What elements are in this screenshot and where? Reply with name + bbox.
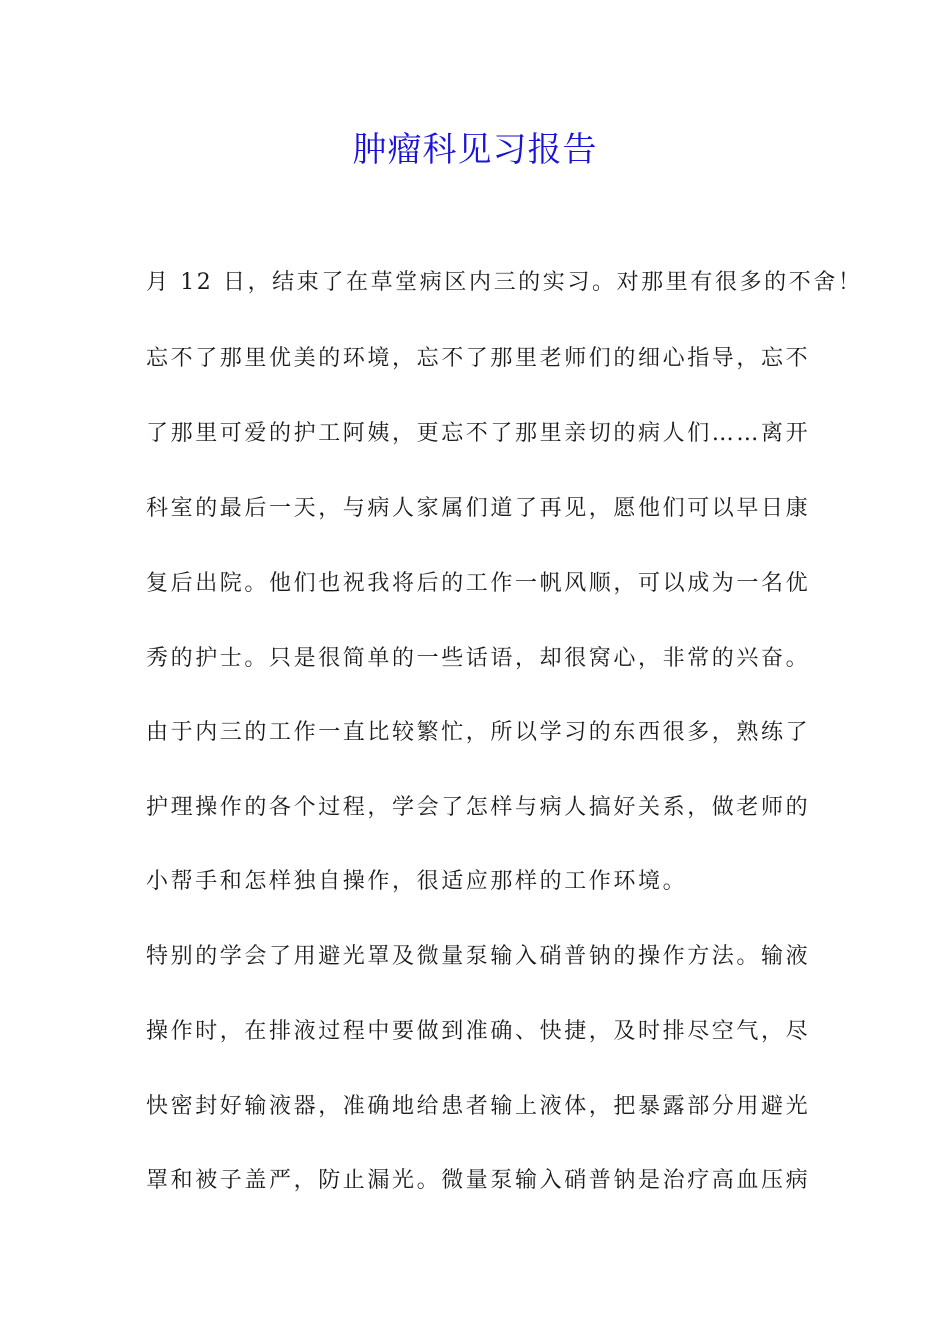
paragraph-line: 月 12 日，结束了在草堂病区内三的实习。对那里有很多的不舍！ <box>146 270 863 295</box>
paragraph-line: 特别的学会了用避光罩及微量泵输入硝普钠的操作方法。输液 <box>146 944 811 969</box>
paragraph-line: 小帮手和怎样独自操作，很适应那样的工作环境。 <box>146 869 688 894</box>
paragraph-line: 快密封好输液器，准确地给患者输上液体，把暴露部分用避光 <box>146 1094 811 1119</box>
paragraph-line: 操作时，在排液过程中要做到准确、快捷，及时排尽空气，尽 <box>146 1019 811 1044</box>
paragraph-line: 秀的护士。只是很简单的一些话语，却很窝心，非常的兴奋。 <box>146 646 811 671</box>
paragraph-line: 了那里可爱的护工阿姨，更忘不了那里亲切的病人们……离开 <box>146 421 811 446</box>
paragraph-line: 罩和被子盖严，防止漏光。微量泵输入硝普钠是治疗高血压病 <box>146 1168 811 1193</box>
paragraph-line: 忘不了那里优美的环境，忘不了那里老师们的细心指导，忘不 <box>146 346 811 371</box>
document-title: 肿瘤科见习报告 <box>352 130 598 170</box>
paragraph-line: 科室的最后一天，与病人家属们道了再见，愿他们可以早日康 <box>146 496 811 521</box>
paragraph-line: 护理操作的各个过程，学会了怎样与病人搞好关系，做老师的 <box>146 795 811 820</box>
paragraph-line: 复后出院。他们也祝我将后的工作一帆风顺，可以成为一名优 <box>146 571 811 596</box>
paragraph-line: 由于内三的工作一直比较繁忙，所以学习的东西很多，熟练了 <box>146 720 811 745</box>
